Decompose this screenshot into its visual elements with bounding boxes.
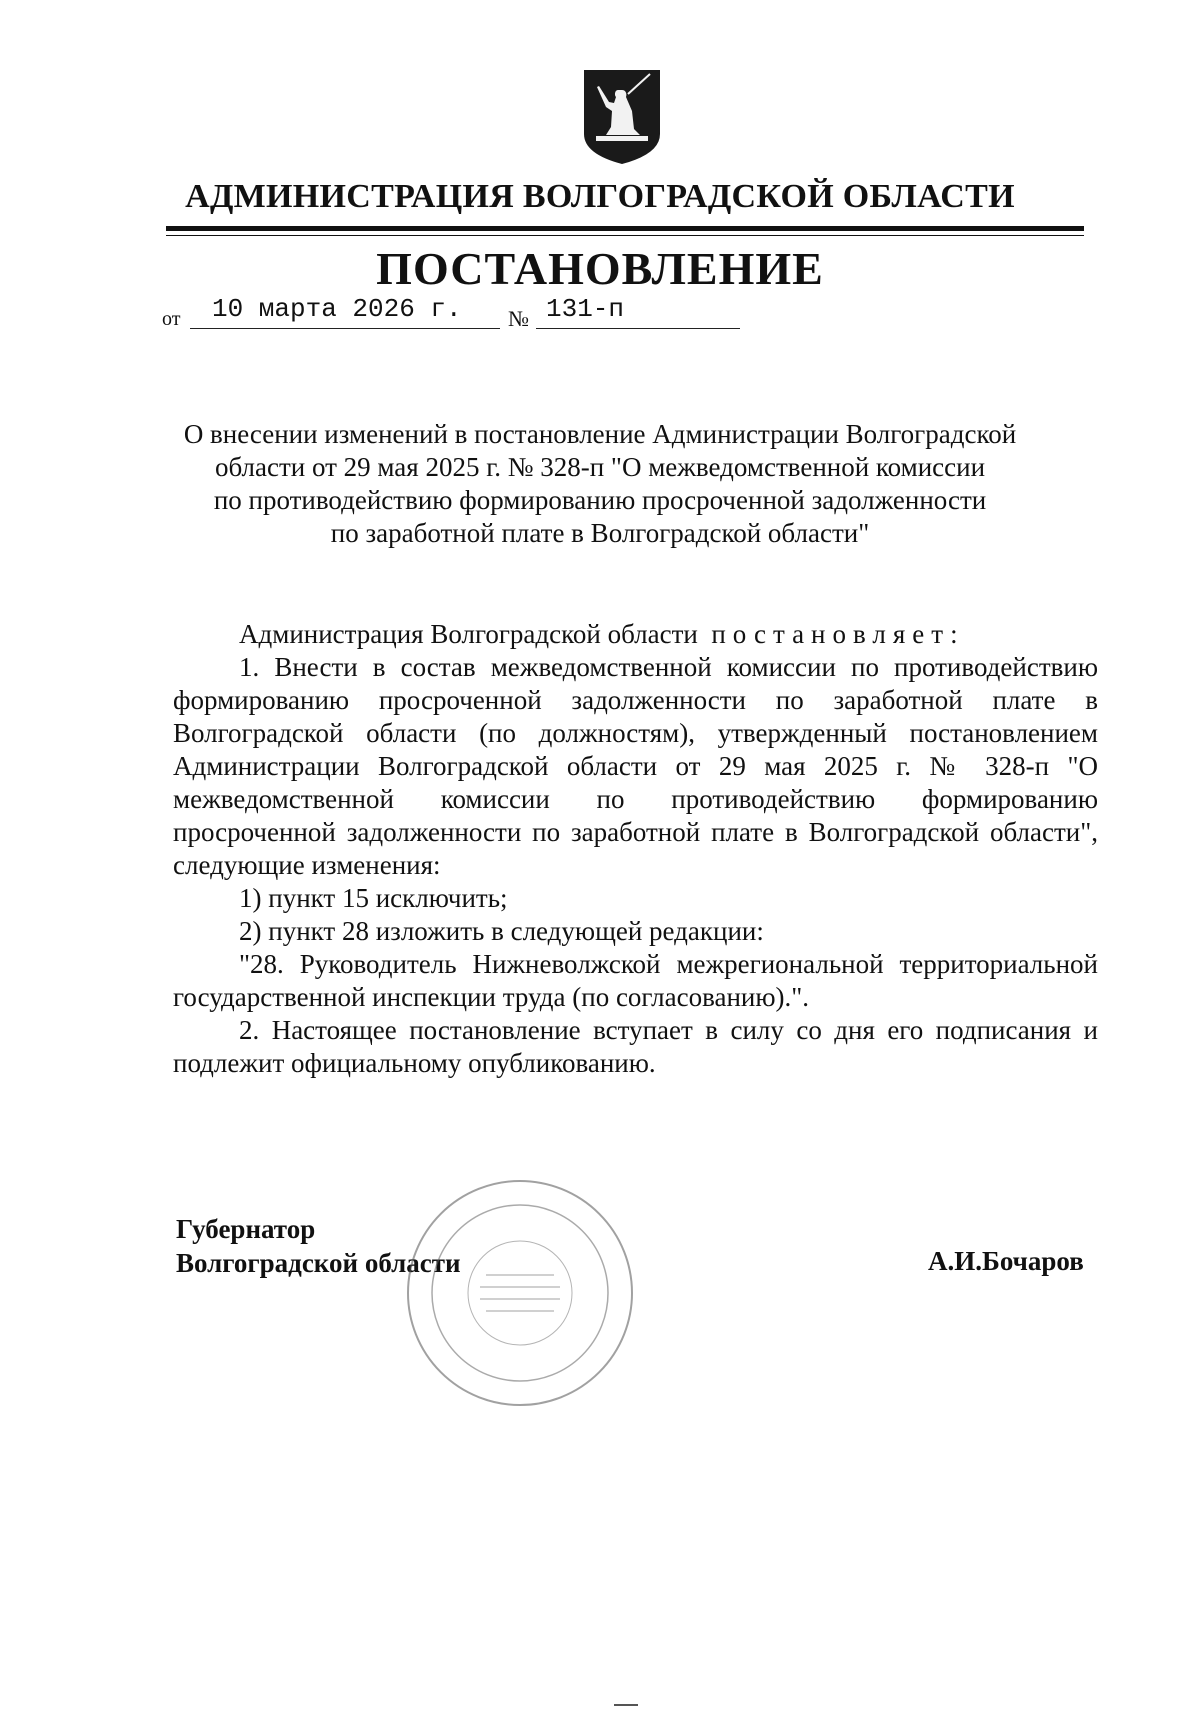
- position-line: Губернатор: [176, 1214, 316, 1244]
- document-subject: [150, 418, 1050, 550]
- item-1: 1. Внести в состав межведомственной комиссии по противодействию формированию просроченной задолженности по заработной плате в Волгоградской области (по должностям), утвержденный постановлением Администрации Волгоградской области от 29 мая 2025 г. № 328-п "О межведомственной комиссии по противодействию формированию просроченной задолженности по заработной плате в Волгоградской области", следующие изменения:: [173, 652, 1098, 880]
- number-sign: №: [508, 306, 529, 331]
- subject-line: по противодействию формированию просроченной задолженности: [213, 485, 987, 515]
- sub-item-1: 1) пункт 15 исключить;: [239, 883, 508, 913]
- header-rule-thick: [166, 226, 1084, 231]
- decree-word: постановляет:: [711, 619, 965, 649]
- preamble-text: Администрация Волгоградской области: [239, 619, 698, 649]
- preamble-paragraph: [173, 618, 1098, 651]
- official-round-stamp-icon: [400, 1175, 640, 1411]
- sub-item-2: 2) пункт 28 изложить в следующей редакции:: [239, 916, 764, 946]
- subject-line: по заработной плате в Волгоградской области": [330, 518, 870, 548]
- number-underline: [536, 328, 740, 329]
- position-line: Волгоградской области: [176, 1248, 461, 1278]
- document-date: 10 марта 2026 г.: [212, 294, 462, 324]
- quoted-item-28: "28. Руководитель Нижневолжской межрегиональной территориальной государственной инспекции труда (по согласованию).".: [173, 949, 1098, 1012]
- subject-line: О внесении изменений в постановление Администрации Волгоградской: [183, 419, 1017, 449]
- document-type-title: ПОСТАНОВЛЕНИЕ: [376, 243, 824, 294]
- organization-title: АДМИНИСТРАЦИЯ ВОЛГОГРАДСКОЙ ОБЛАСТИ: [185, 178, 1015, 215]
- document-number: 131-п: [546, 294, 625, 324]
- volgograd-region-emblem-icon: [582, 68, 662, 166]
- header-rule-thin: [166, 235, 1084, 236]
- item-2: 2. Настоящее постановление вступает в силу со дня его подписания и подлежит официальному опубликованию.: [173, 1015, 1098, 1078]
- date-underline: [190, 328, 500, 329]
- signatory-name: А.И.Бочаров: [928, 1246, 1084, 1276]
- page-number-mark: [614, 1704, 638, 1706]
- subject-line: области от 29 мая 2025 г. № 328-п "О межведомственной комиссии: [214, 452, 986, 482]
- document-body: [173, 618, 1098, 1080]
- date-prefix: от: [162, 308, 181, 330]
